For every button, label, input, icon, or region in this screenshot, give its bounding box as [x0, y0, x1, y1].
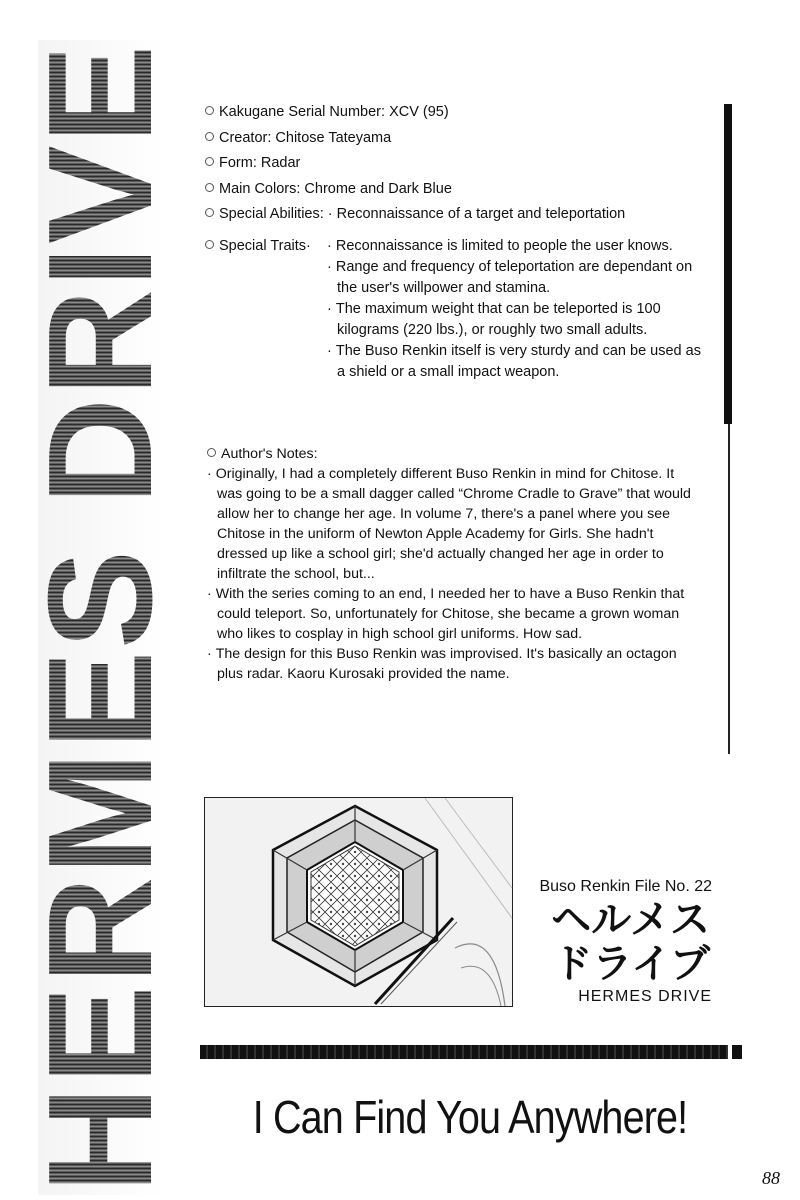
authors-notes: [207, 444, 697, 684]
bullet-icon: [205, 208, 214, 217]
bullet-icon: [205, 240, 214, 249]
traits-label: Special Traits·: [205, 236, 311, 257]
japanese-title-line: ドライブ: [552, 941, 710, 987]
trait-item: · Range and frequency of teleportation are dependant on the user's willpower and stamina.: [327, 257, 707, 299]
spec-form: Form: Radar: [205, 151, 725, 177]
hexagon-radar-drawing: [205, 798, 512, 1006]
english-title: HERMES DRIVE: [578, 988, 712, 1005]
spec-list: [205, 100, 725, 228]
spec-special-abilities: Special Abilities: · Reconnaissance of a target and teleportation: [205, 202, 725, 228]
trait-item: · The maximum weight that can be teleported is 100 kilograms (220 lbs.), or roughly two small adults.: [327, 299, 707, 341]
note-item: · With the series coming to an end, I needed her to have a Buso Renkin that could teleport. So, unfortunately for Chitose, she became a grown woman who likes to cosplay in high school girl uniforms. How sad.: [207, 584, 697, 644]
side-banner: [17, 40, 183, 1195]
side-title: HERMES DRIVE: [17, 42, 183, 1193]
bullet-icon: [207, 448, 216, 457]
bullet-icon: [205, 106, 214, 115]
bullet-icon: [205, 157, 214, 166]
japanese-title-line: ヘルメス: [551, 897, 710, 943]
tagline: I Can Find You Anywhere!: [252, 1091, 688, 1143]
horizontal-divider-bar: [200, 1045, 728, 1059]
right-vertical-bar: [724, 104, 732, 424]
traits-list: [327, 236, 707, 383]
horizontal-divider-tail: [732, 1045, 742, 1059]
file-label: Buso Renkin File No. 22: [539, 878, 712, 895]
spec-main-colors: Main Colors: Chrome and Dark Blue: [205, 177, 725, 203]
spec-creator: Creator: Chitose Tateyama: [205, 126, 725, 152]
trait-item: · The Buso Renkin itself is very sturdy and can be used as a shield or a small impact weapon.: [327, 341, 707, 383]
trait-item: · Reconnaissance is limited to people the user knows.: [327, 236, 707, 257]
note-item: · Originally, I had a completely different Buso Renkin in mind for Chitose. It was going to be a small dagger called “Chrome Cradle to Grave” that would allow her to change her age. In volume 7, there's a panel where you see Chitose in the uniform of Newton Apple Academy for Girls. She hadn't dressed up like a school girl; she'd actually changed her age in order to infiltrate the school, but...: [207, 464, 697, 584]
hermes-drive-illustration: [204, 797, 513, 1007]
notes-heading: Author's Notes:: [207, 444, 697, 464]
bullet-icon: [205, 183, 214, 192]
spec-serial-number: Kakugane Serial Number: XCV (95): [205, 100, 725, 126]
japanese-title: [510, 898, 710, 986]
page-number: 88: [762, 1168, 780, 1188]
note-item: · The design for this Buso Renkin was improvised. It's basically an octagon plus radar. Kaoru Kurosaki provided the name.: [207, 644, 697, 684]
right-vertical-rule: [728, 424, 730, 754]
bullet-icon: [205, 132, 214, 141]
